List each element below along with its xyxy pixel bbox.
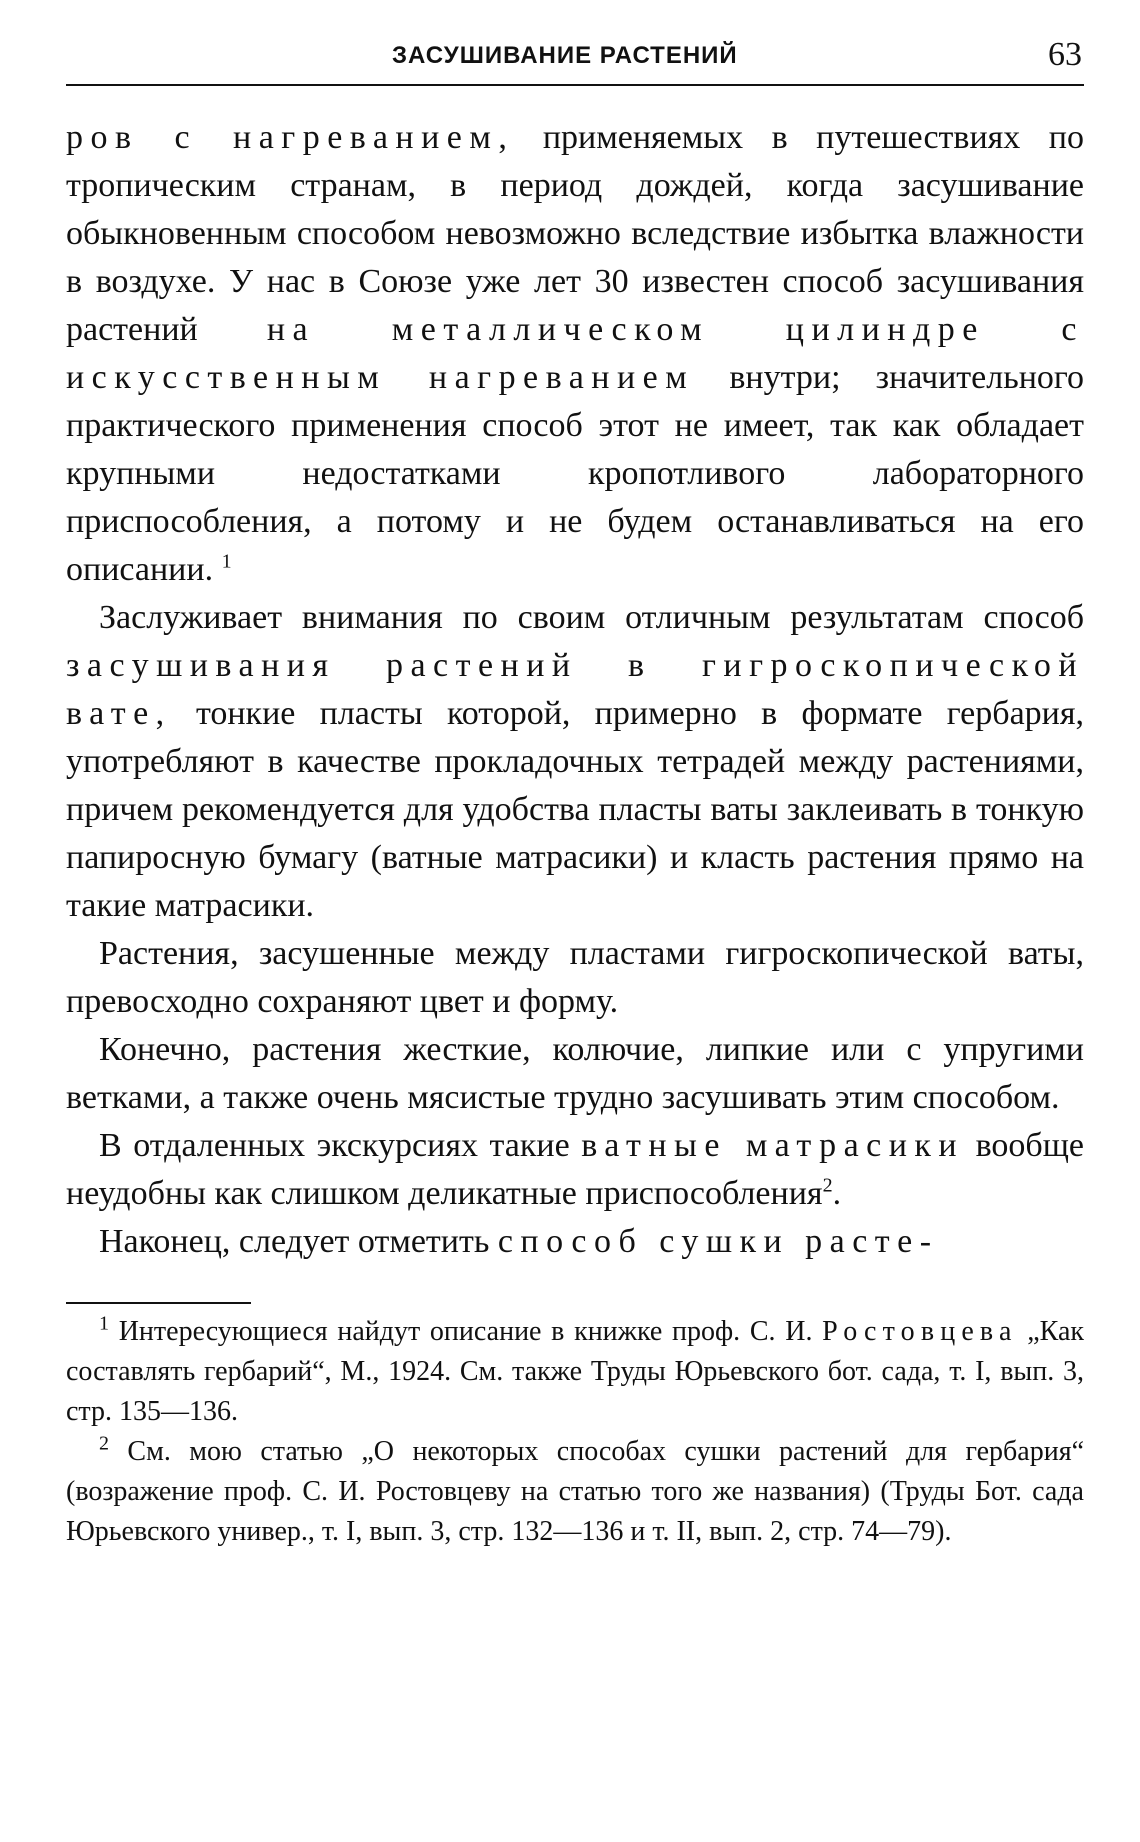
page-number: 63: [1048, 36, 1082, 73]
spaced-emphasis: ров с нагреванием,: [66, 119, 515, 156]
text-run: применяемых в путешествиях по тропическим странам, в период дождей, когда засушивание обыкновенным способом невозможно вследствие избытка влажности в воздухе. У нас в Союзе уже лет 30 известен способ засушивания растений: [66, 119, 1084, 348]
running-head-title: ЗАСУШИВАНИЕ РАСТЕНИЙ: [392, 42, 738, 69]
text-run: См. мою статью „О некоторых способах сушки растений для гербария“ (возражение проф. С. И. Ростовцеву на статью того же названия) (Труды Бот. сада Юрьевского универ., т. I, вып. 3, стр. 132—136 и т. II, вып. 2, стр. 74—79).: [66, 1436, 1084, 1547]
footnote-ref-2[interactable]: 2: [822, 1174, 833, 1197]
body-text: [66, 114, 1084, 1266]
text-run: В отдаленных экскурсиях такие: [99, 1127, 582, 1164]
footnote-ref-1[interactable]: 1: [221, 550, 232, 573]
paragraph-1: [66, 114, 1084, 594]
spaced-emphasis: способ сушки расте-: [497, 1223, 939, 1260]
header-rule: [66, 84, 1084, 86]
text-run: внутри; значительного практического применения способ этот не имеет, так как обладает крупными недостатками кропотливого лабораторного приспособления, а потому и не будем останавливаться на его описании.: [66, 359, 1085, 588]
text-run: .: [832, 1175, 842, 1212]
text-run: вообще неудобны как слишком деликатные приспособления: [66, 1127, 1084, 1212]
footnote-2: [66, 1432, 1084, 1552]
text-run: Наконец, следует отметить: [99, 1223, 498, 1260]
footnote-separator: [66, 1302, 251, 1304]
footnote-number: 1: [99, 1312, 109, 1335]
running-head: [66, 28, 1084, 84]
footnotes: [66, 1312, 1084, 1552]
paragraph-2: [66, 594, 1084, 930]
spaced-emphasis: на металлическом цилиндре с искусственным нагреванием: [66, 311, 1084, 396]
paragraph-5: [66, 1122, 1084, 1218]
spaced-emphasis: ватные матрасики: [581, 1127, 965, 1164]
text-run: тонкие пласты которой, примерно в формате гербария, употребляют в качестве прокладочных тетрадей между растениями, причем рекомендуется для удобства пласты ваты заклеивать в тонкую папиросную бумагу (ватные матрасики) и класть растения прямо на такие матрасики.: [66, 695, 1084, 924]
text-run: Заслуживает внимания по своим отличным результатам способ: [99, 599, 1084, 636]
footnote-1: [66, 1312, 1084, 1432]
paragraph-4: Конечно, растения жесткие, колючие, липкие или с упругими ветками, а также очень мясистые трудно засушивать этим способом.: [66, 1031, 1084, 1116]
footnote-number: 2: [99, 1432, 109, 1455]
text-run: Интересующиеся найдут описание в книжке проф. С. И.: [109, 1316, 823, 1347]
spaced-emphasis: засушивания растений в гигроскопической вате,: [66, 647, 1084, 732]
spaced-emphasis: Ростовцева: [822, 1316, 1018, 1347]
paragraph-6: [66, 1218, 1084, 1266]
paragraph-3: Растения, засушенные между пластами гигроскопической ваты, превосходно сохраняют цвет и форму.: [66, 935, 1084, 1020]
text-run: „Как составлять гербарий“, М., 1924. См. также Труды Юрьевского бот. сада, т. I, вып. 3, стр. 135—136.: [66, 1316, 1085, 1427]
book-page: [66, 28, 1084, 1552]
